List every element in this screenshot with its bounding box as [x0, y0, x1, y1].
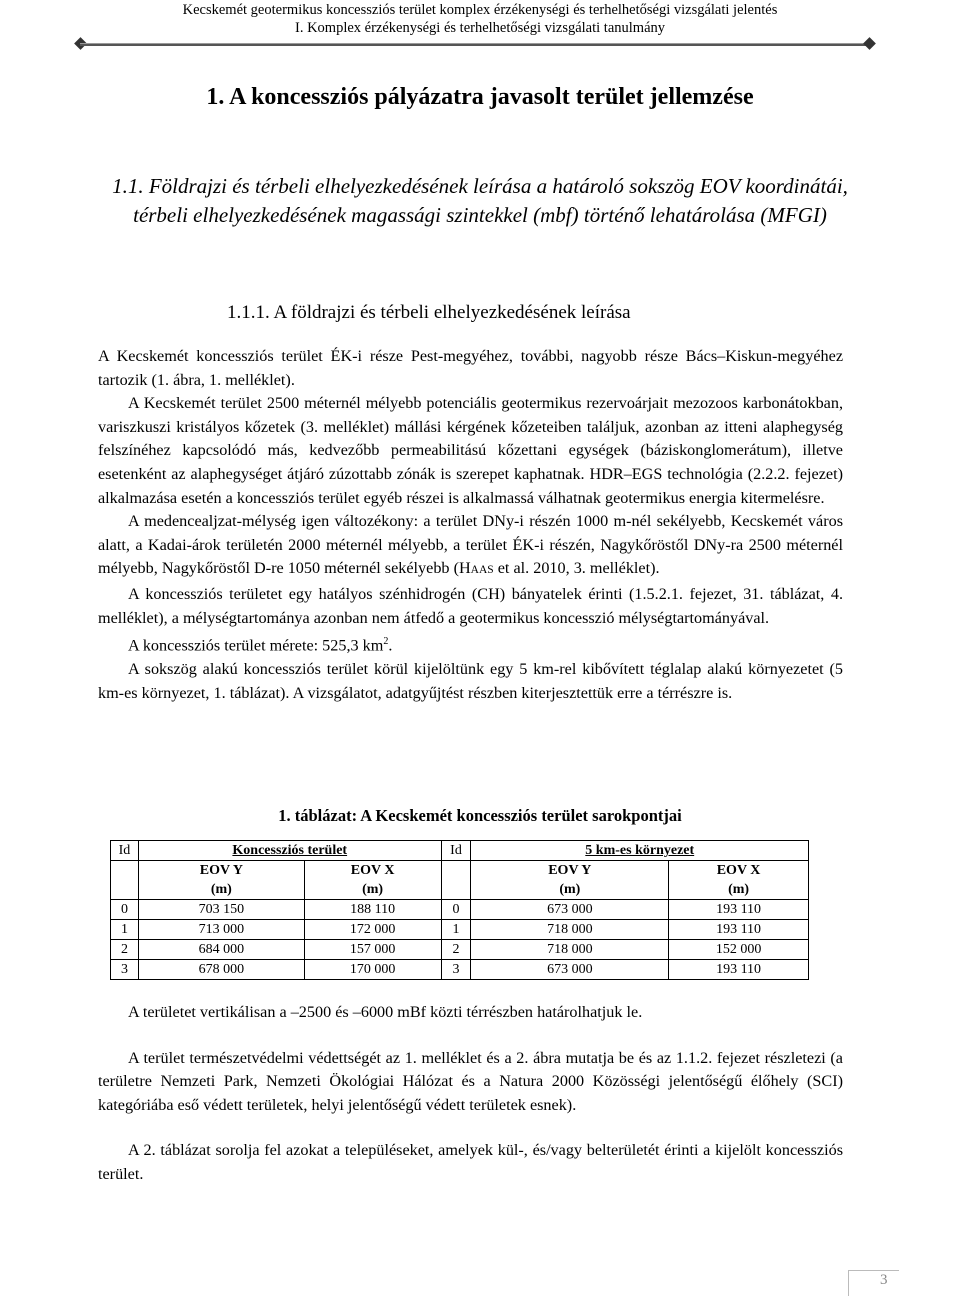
table-row: 3 678 000 170 000 3 673 000 193 110	[111, 960, 809, 980]
col-group-concession: Koncessziós terület	[138, 841, 441, 861]
col-group-buffer: 5 km-es környezet	[471, 841, 809, 861]
body-text-lower	[98, 1001, 843, 1187]
rule-right-diamond-icon	[863, 37, 876, 50]
table-subheader-row	[111, 861, 809, 900]
col-eov-x-2: EOV X (m)	[669, 861, 809, 900]
table-caption: 1. táblázat: A Kecskemét koncessziós terület sarokpontjai	[278, 806, 682, 825]
paragraph-area-size: A koncessziós terület mérete: 525,3 $km^2$.	[128, 636, 393, 655]
paragraph-mining-plot: A koncessziós területet egy hatályos szénhidrogén (CH) bányatelek érinti (1.5.2.1. fejezet, 31. táblázat, 4. melléklet), a mélységtartománya azonban nem átfedő a geotermikus koncesszió mélységtartományával.	[98, 584, 843, 627]
page-number: 3	[880, 1272, 888, 1288]
paragraph-basement-depth: A medencealjzat-mélység igen változékony: a terület DNy-i részén 1000 m-nél sekélyebb, Kecskemét város alatt, a Kadai-árok területén 2000 méternél mélyebb, a terület ÉK-i részén, Nagykőröstől DNy-ra 2500 méternél mélyebb, Nagykőröstől D-re 1050 méternél sekélyebb (HAAS et al. 2010, 3. melléklet).	[98, 512, 843, 578]
table-row: 1 713 000 172 000 1 718 000 193 110	[111, 920, 809, 940]
col-id-2: Id	[441, 841, 471, 861]
paragraph-nature-protection: A terület természetvédelmi védettségét az 1. melléklet és a 2. ábra mutatja be és az 1.1.2. fejezet részletezi (a területre Nemzeti Park, Nemzeti Ökológiai Hálózat és a Natura 2000 Közösségi jelentőségű élőhely (SCI) kategóriába eső védett területek, helyi jelentőségű védett területek esnek).	[98, 1048, 843, 1114]
body-text-upper	[98, 345, 843, 705]
corner-points-table	[110, 840, 809, 980]
paragraph-settlements: A 2. táblázat sorolja fel azokat a településeket, amelyek kül-, és/vagy belterületét érinti a kijelölt koncessziós terület.	[98, 1141, 843, 1183]
table-row: 2 684 000 157 000 2 718 000 152 000	[111, 940, 809, 960]
chapter-heading: 1. A koncessziós pályázatra javasolt terület jellemzése	[206, 84, 754, 110]
col-eov-x: EOV X (m)	[304, 861, 441, 900]
col-id: Id	[111, 841, 139, 861]
header-study-title: I. Komplex érzékenységi és terhelhetőségi vizsgálati tanulmány	[294, 20, 666, 36]
table-header-row	[111, 841, 809, 861]
col-eov-y-2: EOV Y (m)	[471, 861, 669, 900]
paragraph-location: A Kecskemét koncessziós terület ÉK-i része Pest-megyéhez, további, nagyobb része Bács–Kiskun-megyéhez tartozik (1. ábra, 1. melléklet).	[98, 347, 843, 389]
paragraph-buffer-zone: A sokszög alakú koncessziós terület körül kijelöltünk egy 5 km-rel kibővített téglalap alakú környezetet (5 km-es környezet, 1. táblázat). A vizsgálatot, adatgyűjtést részben kiterjesztettük erre a térrészre is.	[98, 660, 843, 702]
paragraph-vertical-limits: A területet vertikálisan a –2500 és –6000 mBf közti térrészben határolhatjuk le.	[128, 1003, 643, 1021]
header-divider	[80, 43, 870, 46]
table-row: 0 703 150 188 110 0 673 000 193 110	[111, 900, 809, 920]
subsection-heading: 1.1.1. A földrajzi és térbeli elhelyezkedésének leírása	[227, 302, 631, 323]
paragraph-reservoirs: A Kecskemét terület 2500 méternél mélyebb potenciális geotermikus rezervoárjait mezozoos karbonátokban, variszkuszi kristályos kőzetek (3. melléklet) mállási kérgének kőzeteiben találjuk, azonban az itteni alaphegység felszínéhez kapcsolódó más, kedvezőbb permeabilitású kőzettani egységek (báziskonglomerátum), illetve esetenként az alaphegységet átjáró zúzottabb zónák is szerepet kaphatnak. HDR–EGS technológia (2.2.2. fejezet) alkalmazása esetén a koncessziós terület egyéb részei is alkalmassá válhatnak geotermikus energia kitermelésre.	[98, 394, 843, 507]
header-report-title: Kecskemét geotermikus koncessziós terület komplex érzékenységi és terhelhetőségi vizsgálati jelentés	[182, 2, 778, 18]
page-number-frame	[848, 1270, 899, 1296]
section-heading: 1.1. Földrajzi és térbeli elhelyezkedésének leírása a határoló sokszög EOV koordinátái, térbeli elhelyezkedésének magassági szintekkel (mbf) történő lehatárolása (MFGI)	[112, 174, 848, 227]
col-eov-y: EOV Y (m)	[138, 861, 304, 900]
